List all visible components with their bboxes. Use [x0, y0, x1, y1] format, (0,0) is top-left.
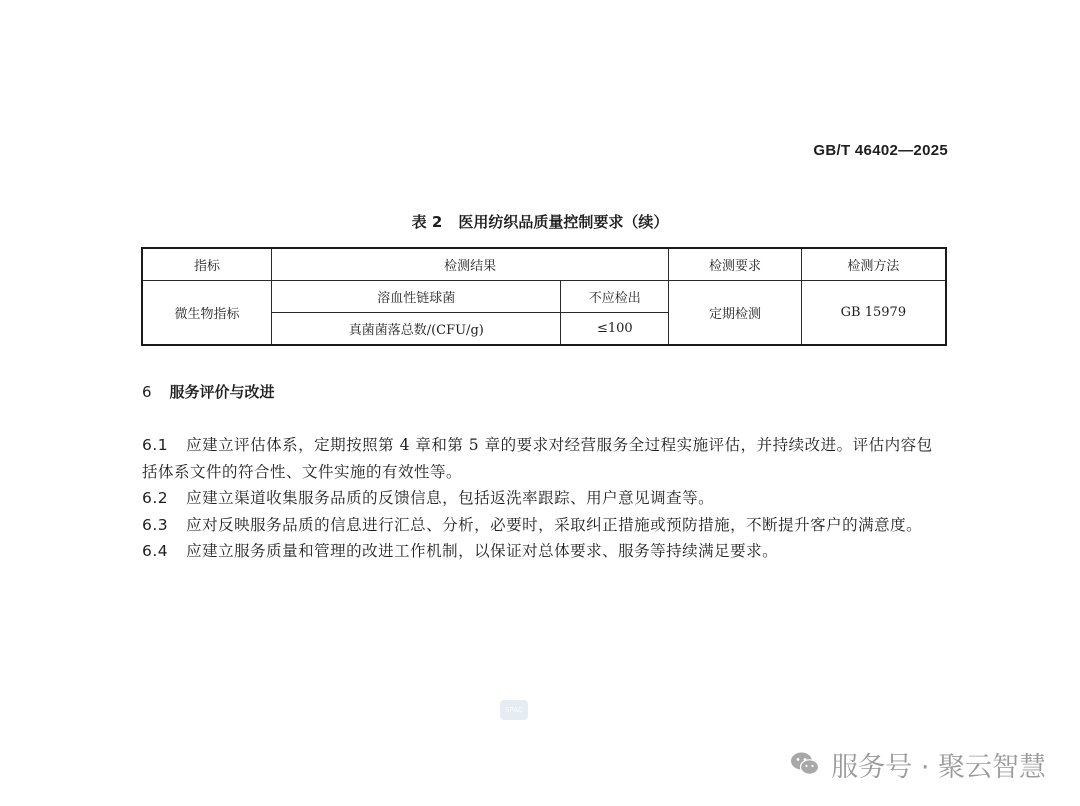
clause-item	[142, 538, 948, 565]
cell-item-name: 溶血性链球菌	[272, 281, 561, 313]
clause-text: 应对反映服务品质的信息进行汇总、分析，必要时，采取纠正措施或预防措施，不断提升客户的满意度。	[186, 515, 923, 534]
header-method: 检测方法	[801, 248, 946, 281]
clause-number: 6.1	[142, 436, 169, 454]
table-header-row	[142, 248, 946, 281]
clause-number: 6.4	[142, 542, 169, 560]
clause-text: 应建立渠道收集服务品质的反馈信息，包括返洗率跟踪、用户意见调查等。	[186, 489, 715, 507]
header-requirement: 检测要求	[669, 248, 802, 281]
table-row	[142, 281, 946, 313]
section-title: 服务评价与改进	[169, 383, 275, 401]
table-title	[0, 211, 1080, 232]
clause-list	[142, 432, 948, 565]
table-title-text: 医用纺织品质量控制要求（续）	[458, 213, 669, 231]
cell-item-name: 真菌菌落总数/(CFU/g)	[272, 313, 561, 346]
section-heading	[142, 381, 275, 402]
clause-number: 6.2	[142, 489, 169, 507]
table-number: 表 2	[411, 213, 443, 231]
standard-code: GB/T 46402—2025	[813, 142, 948, 159]
clause-number: 6.3	[142, 515, 169, 534]
account-name: 服务号 · 聚云智慧	[831, 751, 1046, 783]
section-number: 6	[142, 383, 152, 401]
quality-control-table	[141, 247, 947, 346]
cell-requirement: 定期检测	[669, 281, 802, 346]
cell-item-limit: ≤100	[561, 313, 669, 346]
account-watermark	[789, 744, 1046, 784]
header-indicator: 指标	[142, 248, 272, 281]
cell-method: GB 15979	[801, 281, 946, 346]
wechat-icon	[789, 748, 821, 780]
clause-item	[142, 485, 948, 512]
clause-text: 应建立评估体系，定期按照第 4 章和第 5 章的要求对经营服务全过程实施评估，并持续改进。评估内容包括体系文件的符合性、文件实施的有效性等。	[142, 436, 933, 481]
clause-item	[142, 432, 948, 485]
watermark-logo-text: SPAC	[505, 706, 523, 714]
header-result: 检测结果	[272, 248, 669, 281]
clause-text: 应建立服务质量和管理的改进工作机制，以保证对总体要求、服务等持续满足要求。	[186, 542, 779, 560]
clause-item	[142, 512, 948, 539]
cell-item-limit: 不应检出	[561, 281, 669, 313]
cell-indicator: 微生物指标	[142, 281, 272, 346]
watermark-logo	[500, 700, 528, 720]
